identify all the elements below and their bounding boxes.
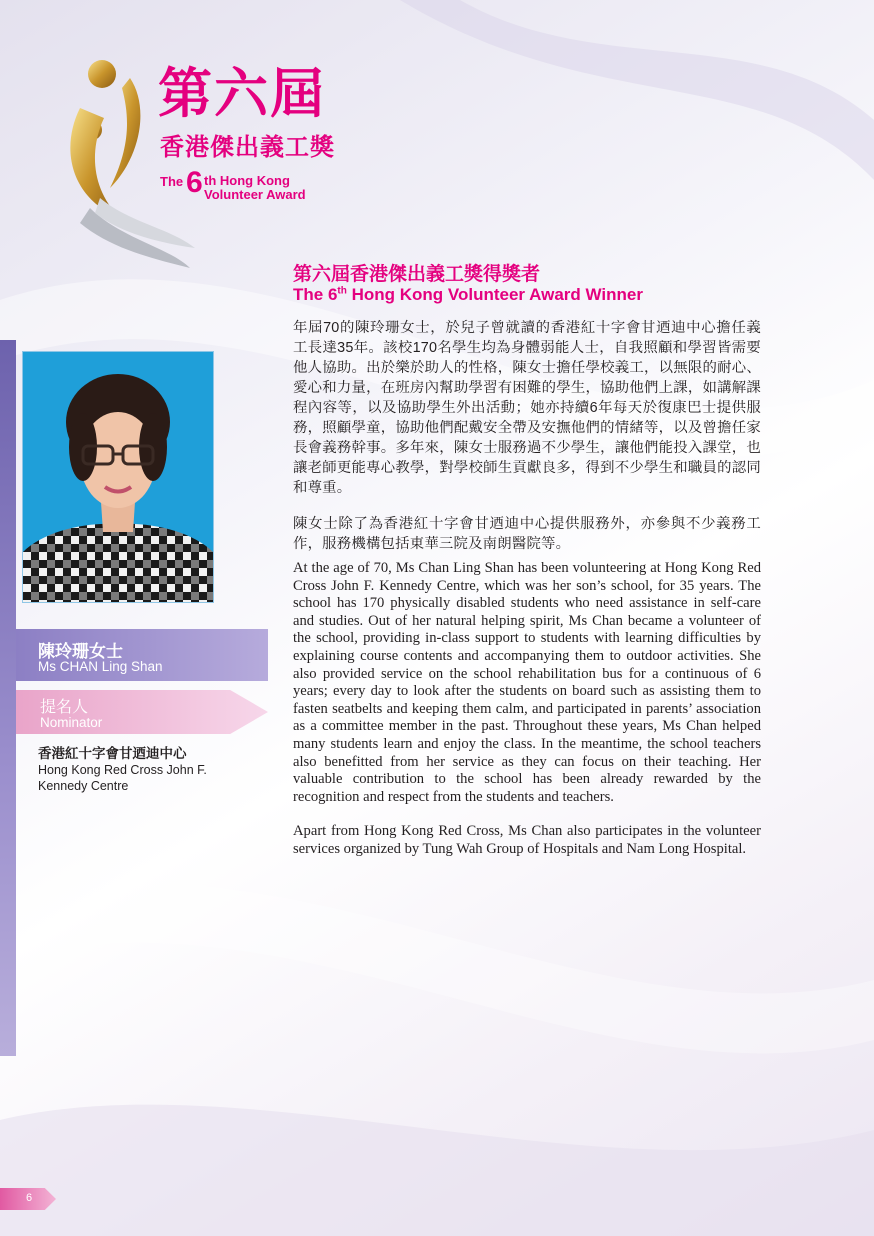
section-heading-en [293, 285, 643, 305]
body-text-cn [293, 318, 761, 570]
heading-en-sup: th [337, 285, 347, 297]
logo-en-number: 6 [186, 166, 203, 199]
body-text-en [293, 560, 761, 876]
winner-name-cn: 陳玲珊女士 [38, 642, 123, 661]
nominator-label-cn: 提名人 [40, 699, 89, 716]
winner-name-en: Ms CHAN Ling Shan [38, 659, 163, 674]
heading-en-prefix: The 6 [293, 285, 338, 304]
logo-en-the: The [160, 174, 184, 189]
logo-title-cn: 第六屆 [158, 61, 326, 125]
logo-subtitle-cn: 香港傑出義工獎 [160, 134, 335, 161]
page-number: 6 [26, 1192, 33, 1204]
winner-portrait [22, 351, 214, 603]
body-cn-paragraph: 陳女士除了為香港紅十字會甘迺迪中心提供服務外，亦參與不少義務工作，服務機構包括東華三院及南朗醫院等。 [293, 516, 761, 552]
logo-en-line2: Volunteer Award [204, 187, 306, 202]
nominator-org-cn: 香港紅十字會甘迺迪中心 [38, 746, 187, 761]
body-cn-paragraph: 年屆70的陳玲珊女士，於兒子曾就讀的香港紅十字會甘迺迪中心擔任義工長達35年。該校170名學生均為身體弱能人士，自我照顧和學習皆需要他人協助。出於樂於助人的性格，陳女士擔任學校義工，以無限的耐心、愛心和力量，在班房內幫助學習有困難的學生，協助他們上課，如講解課程內容等，以及協助學生外出活動；她亦持續6年每天於復康巴士提供服務，照顧學童，協助他們配戴安全帶及安撫他們的情緒等，以及曾擔任家長會義務幹事。多年來，陳女士服務過不少學生，讓他們能投入課堂，也讓老師更能專心教學，對學校師生貢獻良多，得到不少學生和職員的認同和尊重。 [293, 320, 761, 496]
nominator-org-en: Hong Kong Red Cross John F. Kennedy Centre [38, 763, 207, 793]
left-accent-bar [0, 340, 16, 1056]
section-heading-cn: 第六屆香港傑出義工獎得獎者 [293, 264, 541, 285]
logo-en-line1: th Hong Kong [204, 173, 290, 188]
nominator-label-en: Nominator [40, 715, 103, 730]
heading-en-suffix: Hong Kong Volunteer Award Winner [346, 285, 643, 304]
body-en-paragraph: At the age of 70, Ms Chan Ling Shan has been volunteering at Hong Kong Red Cross John F. Kennedy Centre, which was her son’s school, for 35 years. The school has 170 physically disabled students who need assistance in self-care and studies. Out of her natural helping spirit, Ms Chan became a volunteer of the school, providing in-class support to students with learning difficulties by explaining course contents and accompanying them to outdoor activities. She also provided service on the school rehabilitation bus for a continuous of 6 years; every day to look after the students on board such as assisting them to fasten seatbelts and keeping them calm, and participated in parents’ association as a committee member in the past. Throughout these years, Ms Chan helped many students learn and enjoy the class. In the meantime, the school teachers also benefitted from her service as they can focus on their teaching. Her valuable contribution to the school has been already rewarded by the recognition and respect from the students and teachers. [293, 560, 761, 805]
body-en-paragraph: Apart from Hong Kong Red Cross, Ms Chan also participates in the volunteer services organized by Tung Wah Group of Hospitals and Nam Long Hospital. [293, 823, 761, 857]
